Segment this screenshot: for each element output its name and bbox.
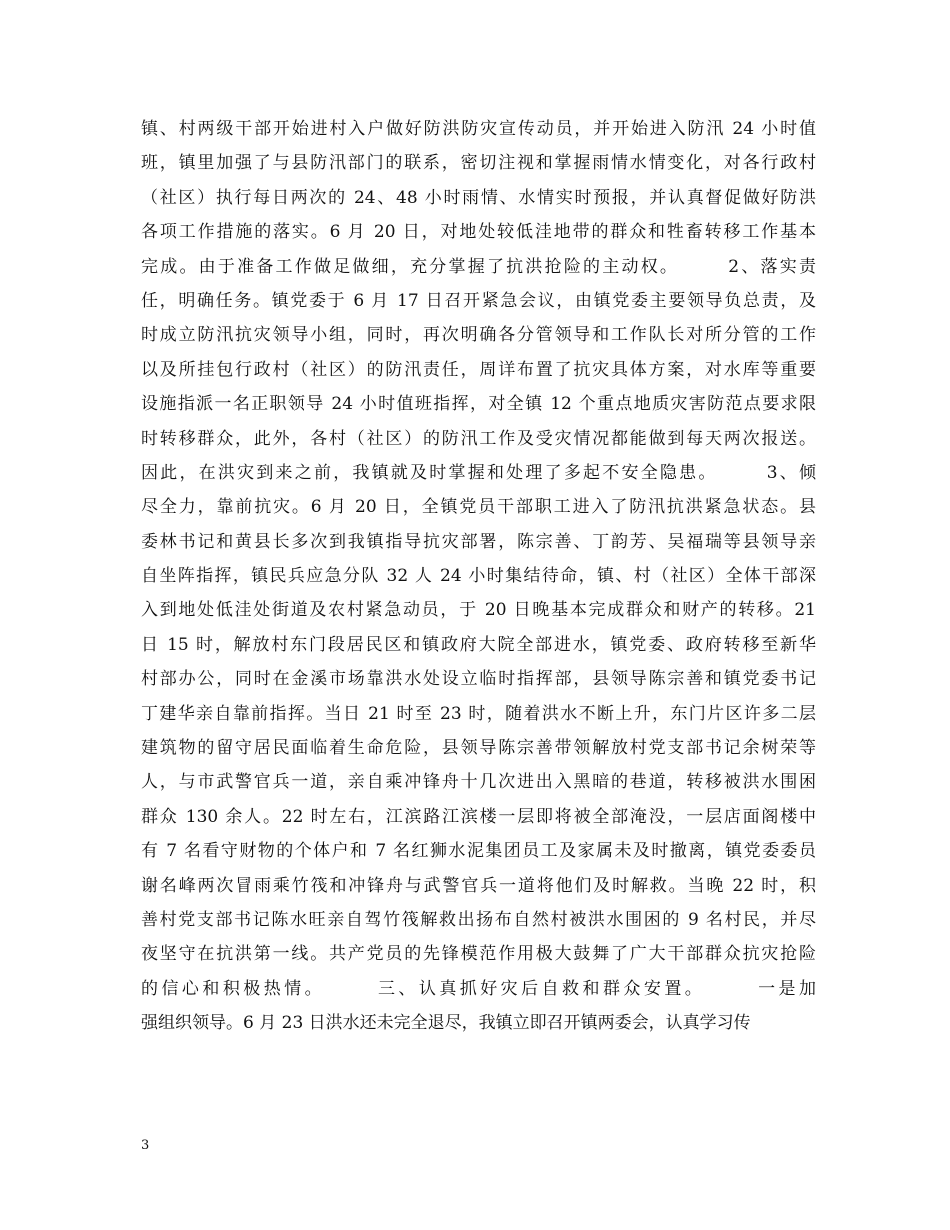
body-text [141, 112, 816, 1041]
text-line: 强组织领导。6 月 23 日洪水还未完全退尽，我镇立即召开镇两委会，认真学习传 [141, 1013, 751, 1034]
text-line: 各项工作措施的落实。6 月 20 日，对地处较低洼地带的群众和牲畜转移工作基本 [141, 222, 816, 243]
text-line: 因此，在洪灾到来之前，我镇就及时掌握和处理了多起不安全隐患。 3、倾 [141, 462, 816, 483]
text-line: 任，明确任务。镇党委于 6 月 17 日召开紧急会议，由镇党委主要领导负总责，及 [141, 290, 816, 311]
text-line: 自坐阵指挥，镇民兵应急分队 32 人 24 小时集结待命，镇、村（社区）全体干部深 [141, 566, 816, 587]
text-line: 的信心和积极热情。 三、认真抓好灾后自救和群众安置。 一是加 [141, 978, 816, 999]
text-line: 谢名峰两次冒雨乘竹筏和冲锋舟与武警官兵一道将他们及时解救。当晚 22 时，积 [141, 875, 816, 896]
text-line: 时转移群众，此外，各村（社区）的防汛工作及受灾情况都能做到每天两次报送。 [141, 428, 816, 449]
text-line: 夜坚守在抗洪第一线。共产党员的先锋模范作用极大鼓舞了广大干部群众抗灾抢险 [141, 944, 816, 965]
text-line: 镇、村两级干部开始进村入户做好防洪防灾宣传动员，并开始进入防汛 24 小时值 [141, 119, 816, 139]
text-line: 以及所挂包行政村（社区）的防汛责任，周详布置了抗灾具体方案，对水库等重要 [141, 359, 816, 380]
text-line: 完成。由于准备工作做足做细，充分掌握了抗洪抢险的主动权。 2、落实责 [141, 256, 816, 277]
text-line: 设施指派一名正职领导 24 小时值班指挥，对全镇 12 个重点地质灾害防范点要求限 [141, 394, 816, 415]
text-line: 建筑物的留守居民面临着生命危险，县领导陈宗善带领解放村党支部书记余树荣等 [141, 738, 816, 759]
text-line: 班，镇里加强了与县防汛部门的联系，密切注视和掌握雨情水情变化，对各行政村 [141, 153, 816, 174]
text-line: 村部办公，同时在金溪市场靠洪水处设立临时指挥部，县领导陈宗善和镇党委书记 [141, 669, 816, 690]
text-line: 善村党支部书记陈水旺亲自驾竹筏解救出扬布自然村被洪水围困的 9 名村民，并尽 [141, 909, 816, 930]
text-line: 丁建华亲自靠前指挥。当日 21 时至 23 时，随着洪水不断上升，东门片区许多二层 [141, 703, 816, 724]
page-number: 3 [141, 1138, 150, 1153]
text-line: 委林书记和黄县长多次到我镇指导抗灾部署，陈宗善、丁韵芳、吴福瑞等县领导亲 [141, 531, 816, 552]
text-line: 时成立防汛抗灾领导小组，同时，再次明确各分管领导和工作队长对所分管的工作 [141, 325, 816, 346]
text-line: 群众 130 余人。22 时左右，江滨路江滨楼一层即将被全部淹没，一层店面阁楼中 [141, 806, 816, 827]
text-line: 有 7 名看守财物的个体户和 7 名红狮水泥集团员工及家属未及时撤离，镇党委委员 [141, 841, 816, 862]
text-line: 尽全力，靠前抗灾。6 月 20 日，全镇党员干部职工进入了防汛抗洪紧急状态。县 [141, 497, 816, 518]
text-line: 日 15 时，解放村东门段居民区和镇政府大院全部进水，镇党委、政府转移至新华 [141, 634, 816, 655]
text-line: 入到地处低洼处街道及农村紧急动员，于 20 日晚基本完成群众和财产的转移。21 [141, 600, 816, 621]
text-line: （社区）执行每日两次的 24、48 小时雨情、水情实时预报，并认真督促做好防洪 [141, 187, 816, 208]
text-line: 人，与市武警官兵一道，亲自乘冲锋舟十几次进出入黑暗的巷道，转移被洪水围困 [141, 772, 816, 793]
